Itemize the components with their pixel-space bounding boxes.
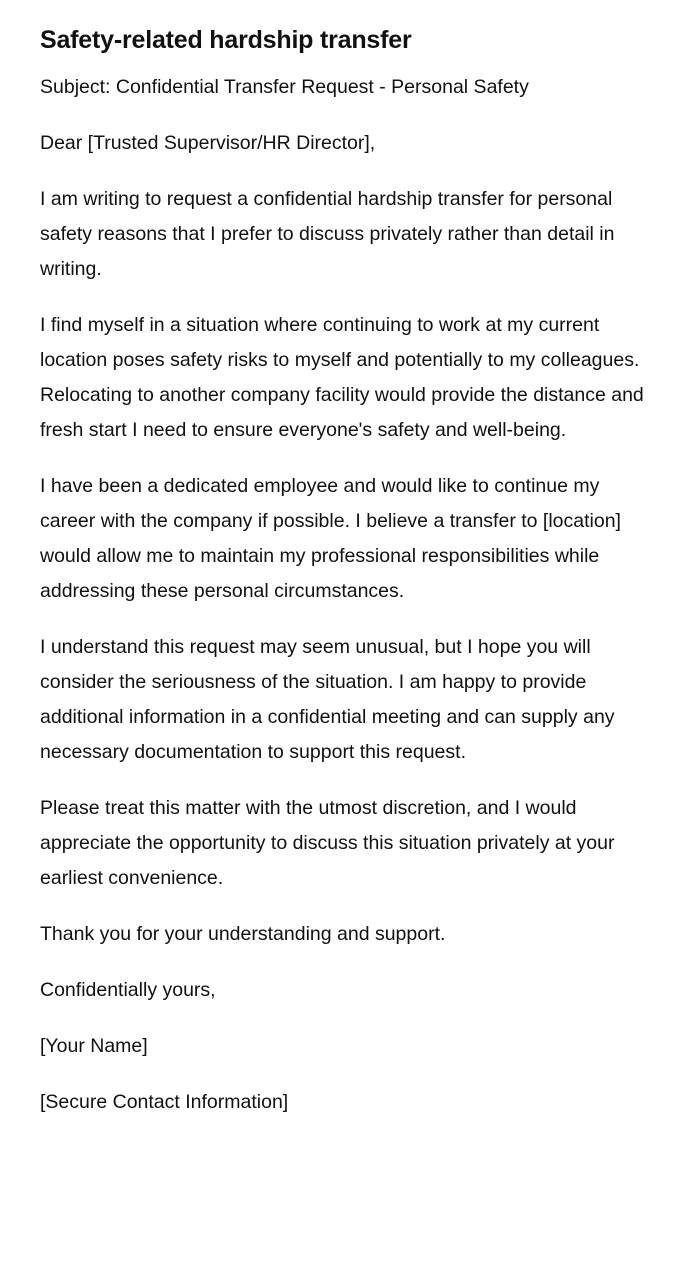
body-paragraph-3: I have been a dedicated employee and would like to continue my career with the company if possible. I believe a transfer to [location] would allow me to maintain my professional responsibilities while addressing these personal circumstances. [40, 475, 621, 602]
body-paragraph-2: I find myself in a situation where continuing to work at my current location poses safety risks to myself and potentially to my colleagues. Relocating to another company facility would provide the distance and fresh start I need to ensure everyone's safety and well-being. [40, 314, 644, 441]
body-paragraph-4: I understand this request may seem unusual, but I hope you will consider the seriousness of the situation. I am happy to provide additional information in a confidential meeting and can supply any necessary documentation to support this request. [40, 636, 615, 763]
body-paragraph-5: Please treat this matter with the utmost discretion, and I would appreciate the opportunity to discuss this situation privately at your earliest convenience. [40, 797, 615, 889]
signature-name: [Your Name] [40, 1035, 148, 1057]
page-title: Safety-related hardship transfer [40, 26, 412, 54]
salutation: Dear [Trusted Supervisor/HR Director], [40, 132, 376, 154]
closing-line: Confidentially yours, [40, 979, 216, 1001]
thanks-line: Thank you for your understanding and support. [40, 923, 446, 945]
subject-line: Subject: Confidential Transfer Request - Personal Safety [40, 76, 529, 98]
body-paragraph-1: I am writing to request a confidential hardship transfer for personal safety reasons that I prefer to discuss privately rather than detail in writing. [40, 188, 615, 280]
signature-contact: [Secure Contact Information] [40, 1091, 289, 1113]
